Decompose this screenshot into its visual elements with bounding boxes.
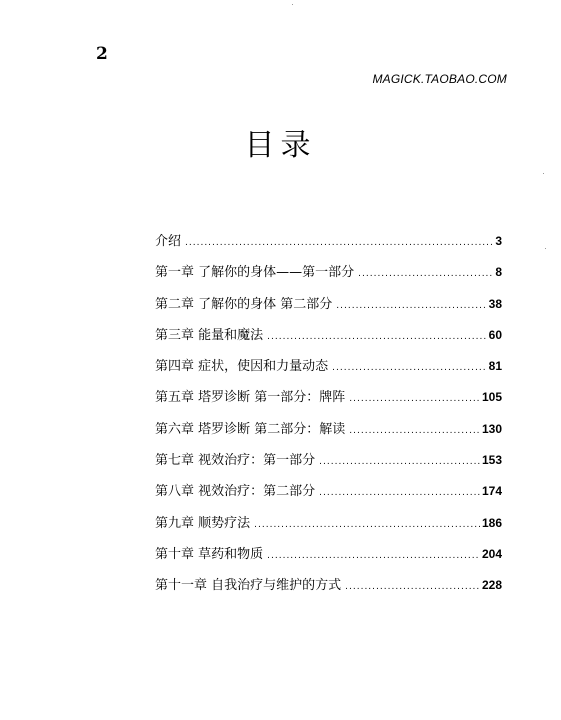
table-of-contents (155, 230, 502, 606)
toc-dot-leader (267, 551, 480, 561)
scan-speck (545, 248, 546, 249)
toc-entry-page: 60 (488, 327, 502, 342)
toc-entry-title: 第五章 塔罗诊断 第一部分：牌阵 (155, 390, 346, 406)
toc-entry-page: 186 (481, 515, 502, 530)
toc-entry (155, 355, 502, 386)
toc-entry-title: 第二章 了解你的身体 第二部分 (155, 296, 333, 312)
toc-entry (155, 386, 502, 417)
toc-entry-title: 第十一章 自我治疗与维护的方式 (155, 578, 342, 594)
toc-entry-page: 228 (481, 578, 502, 593)
page-title: 目录 (244, 128, 317, 163)
toc-dot-leader (319, 457, 480, 467)
toc-entry (155, 480, 502, 511)
toc-entry (155, 230, 502, 261)
toc-entry (155, 574, 502, 605)
page-number: 2 (96, 44, 108, 64)
scan-speck (543, 173, 544, 174)
toc-entry-page: 204 (481, 546, 502, 561)
toc-entry-page: 3 (495, 234, 502, 248)
toc-entry-page: 174 (481, 484, 502, 499)
toc-entry-title: 第四章 症状，使因和力量动态 (155, 359, 329, 375)
toc-entry-title: 介绍 (155, 234, 182, 249)
toc-entry-title: 第七章 视效治疗：第一部分 (155, 453, 316, 469)
toc-entry-title: 第三章 能量和魔法 (155, 327, 264, 343)
toc-dot-leader (349, 394, 480, 404)
toc-entry (155, 418, 502, 449)
toc-dot-leader (267, 332, 487, 342)
toc-entry-title: 第一章 了解你的身体——第一部分 (155, 265, 355, 281)
toc-entry-page: 130 (481, 421, 502, 436)
toc-entry-title: 第十章 草药和物质 (155, 546, 264, 562)
toc-entry (155, 293, 502, 324)
toc-dot-leader (345, 582, 480, 592)
toc-entry (155, 512, 502, 543)
site-header: MAGICK.TAOBAO.COM (372, 72, 507, 86)
toc-dot-leader (349, 426, 480, 436)
toc-entry (155, 449, 502, 480)
toc-entry-title: 第八章 视效治疗：第二部分 (155, 484, 316, 500)
toc-entry (155, 261, 502, 292)
toc-entry (155, 324, 502, 355)
toc-dot-leader (319, 488, 480, 498)
toc-entry-page: 81 (488, 359, 502, 374)
toc-dot-leader (336, 301, 486, 311)
toc-entry-title: 第九章 顺势疗法 (155, 515, 251, 531)
toc-entry (155, 543, 502, 574)
toc-entry-page: 8 (495, 265, 502, 280)
toc-entry-page: 105 (481, 390, 502, 405)
toc-entry-title: 第六章 塔罗诊断 第二部分：解读 (155, 421, 346, 437)
scan-speck (292, 4, 293, 5)
toc-entry-page: 153 (481, 453, 502, 468)
toc-dot-leader (254, 520, 480, 530)
toc-entry-page: 38 (488, 296, 502, 311)
toc-dot-leader (185, 238, 493, 248)
toc-dot-leader (332, 363, 487, 373)
toc-dot-leader (358, 269, 493, 279)
